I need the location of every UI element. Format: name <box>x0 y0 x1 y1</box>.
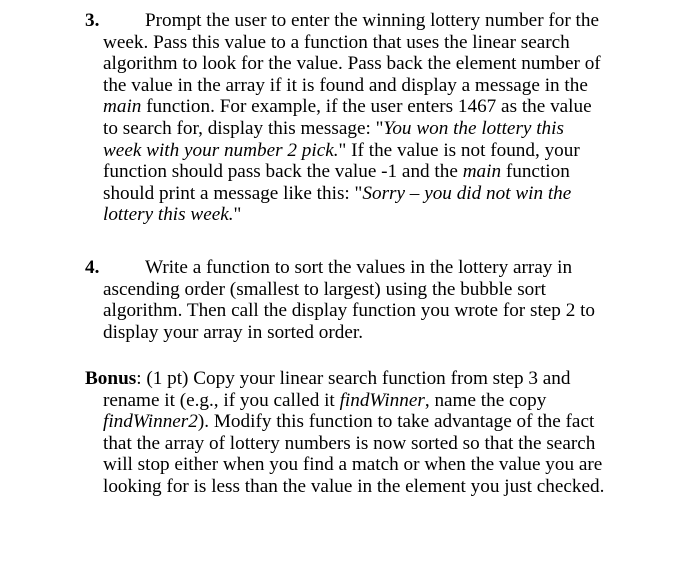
item-3-line-10: lottery this week." <box>103 204 242 226</box>
item-3-line-4: the value in the array if it is found and display a message in the <box>103 74 588 96</box>
bonus-line-1: Bonus: (1 pt) Copy your linear search function from step 3 and <box>85 368 571 389</box>
item-4-number: 4. <box>85 257 100 278</box>
item-4 <box>85 257 625 343</box>
item-3-line-6: to search for, display this message: "You won the lottery this <box>103 117 564 139</box>
bonus-line-6: looking for is less than the value in the element you just checked. <box>103 475 605 497</box>
bonus-line-5: will stop either when you find a match or when the value you are <box>103 454 603 476</box>
item-4-line-2: ascending order (smallest to largest) using the bubble sort <box>103 278 546 300</box>
bonus-line-4: that the array of lottery numbers is now sorted so that the search <box>103 432 596 454</box>
item-3-line-7: week with your number 2 pick." If the value is not found, your <box>103 139 580 161</box>
item-4-line-3: algorithm. Then call the display function you wrote for step 2 to <box>103 300 596 322</box>
item-3-line-9: should print a message like this: "Sorry – you did not win the <box>103 182 572 204</box>
item-4-line-1: 4. Write a function to sort the values in the lottery array in <box>85 257 573 278</box>
item-4-line-4: display your array in sorted order. <box>103 321 364 343</box>
bonus-line-2: rename it (e.g., if you called it findWinner, name the copy <box>103 389 547 411</box>
item-3-line-5: main function. For example, if the user enters 1467 as the value <box>103 96 592 118</box>
bonus-label: Bonus <box>85 368 137 389</box>
item-3-line-3: algorithm to look for the value. Pass back the element number of <box>103 53 601 75</box>
item-3-line-1: 3. Prompt the user to enter the winning lottery number for the <box>85 10 599 31</box>
item-3-number: 3. <box>85 10 100 31</box>
item-3 <box>85 10 625 226</box>
item-3-line-8: function should pass back the value -1 and the main function <box>103 161 570 183</box>
bonus-line-3: findWinner2). Modify this function to take advantage of the fact <box>103 411 595 433</box>
bonus-item <box>85 368 625 498</box>
item-3-line-2: week. Pass this value to a function that uses the linear search <box>103 31 570 53</box>
